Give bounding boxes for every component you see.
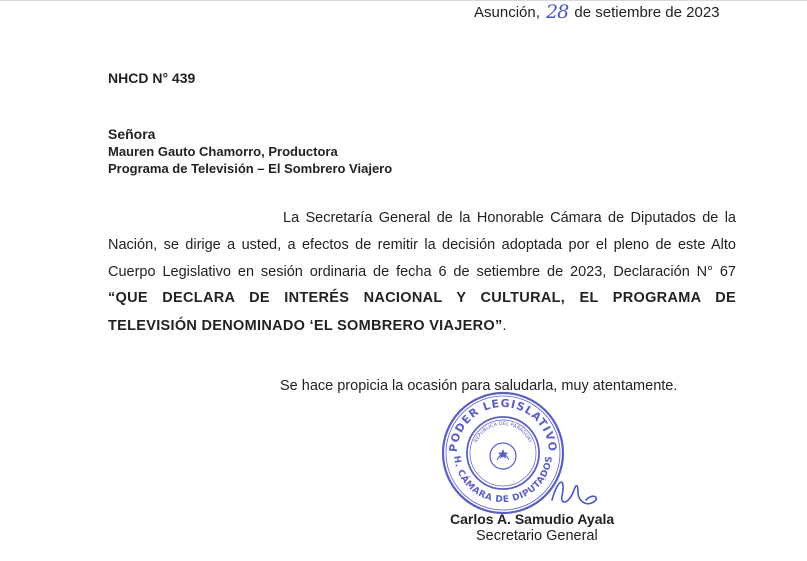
seal-inner-text: REPUBLICA DEL PARAGUAY — [473, 420, 533, 444]
addressee-line-2: Programa de Televisión – El Sombrero Viajero — [108, 161, 393, 176]
seal-bottom-text: H. CÁMARA DE DIPUTADOS — [450, 455, 555, 506]
signatory-title: Secretario General — [476, 528, 598, 544]
addressee-line-1: Mauren Gauto Chamorro, Productora — [108, 144, 338, 159]
body-line-2: Nación, se dirige a usted, a efectos de remitir la decisión adoptada por el pleno de este Alto — [108, 237, 736, 253]
seal-top-text: PODER LEGISLATIVO — [446, 396, 560, 453]
handwritten-signature — [548, 470, 600, 514]
seal-star-icon — [498, 449, 509, 459]
signature-stroke — [552, 482, 596, 504]
body-line-5 — [108, 318, 736, 334]
signatory-name: Carlos A. Samudio Ayala — [450, 511, 615, 527]
date-month-year: de setiembre de 2023 — [574, 4, 720, 21]
svg-text:H. CÁMARA DE DIPUTADOS — [451, 455, 555, 505]
body-line-5-bold: TELEVISIÓN DENOMINADO ‘EL SOMBRERO VIAJERO” — [108, 318, 503, 334]
body-line-5-end: . — [502, 318, 507, 334]
body-line-1: La Secretaría General de la Honorable Cámara de Diputados de la — [283, 210, 736, 226]
date-city: Asunción, — [474, 4, 540, 21]
body-line-3: Cuerpo Legislativo en sesión ordinaria de fecha 6 de setiembre de 2023, Declaración N° 67 — [108, 264, 736, 280]
reference-number: NHCD N° 439 — [108, 70, 196, 86]
handwritten-day: 28 — [546, 1, 569, 23]
closing-sentence: Se hace propicia la ocasión para saludarla, muy atentamente. — [280, 378, 678, 394]
body-line-4: “QUE DECLARA DE INTERÉS NACIONAL Y CULTURAL, EL PROGRAMA DE — [108, 290, 736, 306]
date-line — [474, 0, 720, 22]
salutation: Señora — [108, 126, 156, 142]
